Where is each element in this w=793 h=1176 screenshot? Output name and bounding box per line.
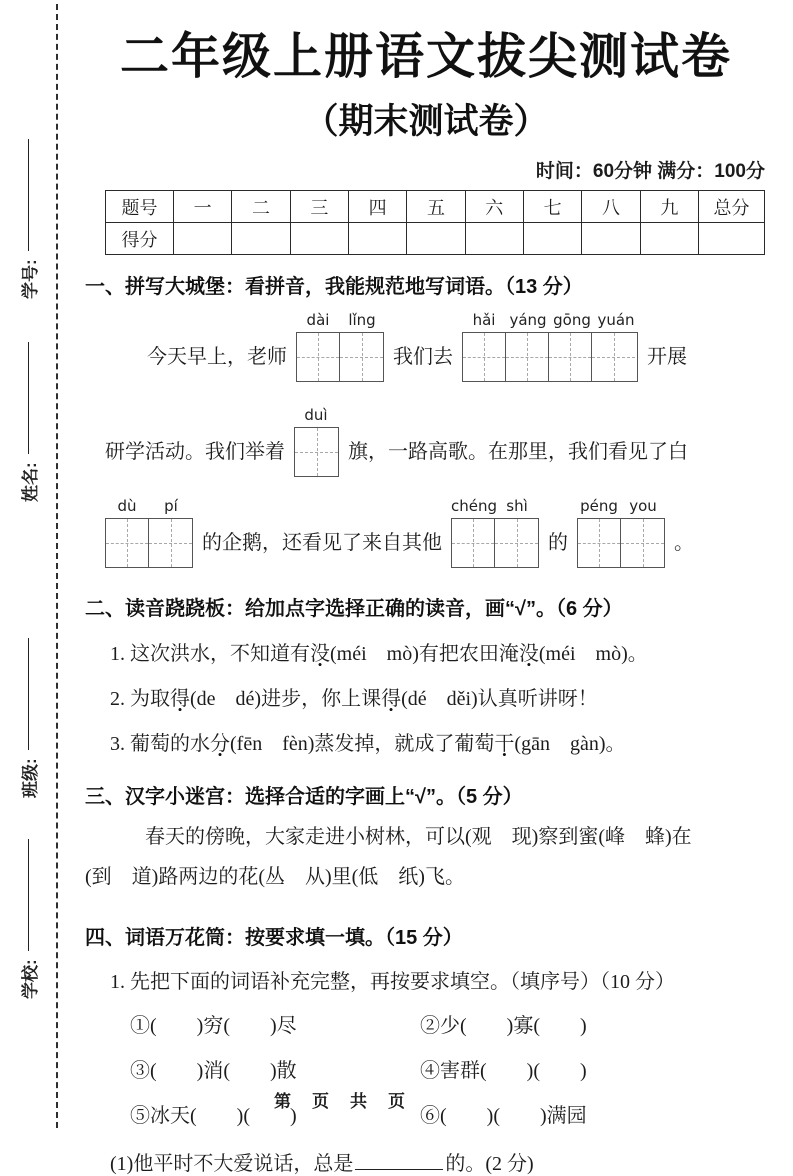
sentence-text: 。 xyxy=(674,532,694,554)
grid-cell xyxy=(149,519,192,567)
section-four-heading: 四、词语万花筒：按要求填一填。（15 分） xyxy=(85,927,463,949)
pinyin-syllable: hǎi xyxy=(472,311,496,329)
grid-cell xyxy=(621,519,664,567)
writing-grid xyxy=(296,332,384,382)
exam-meta: 时间：60分钟 满分：100分 xyxy=(535,161,765,182)
section-two-heading: 二、读音跷跷板：给加点字选择正确的读音，画“√”。（6 分） xyxy=(85,598,623,620)
score-table-col-9: 九 xyxy=(640,191,698,223)
pinyin-syllable: shì xyxy=(506,497,528,515)
passage-line: (到 道)路两边的花(丛 从)里(低 纸)飞。 xyxy=(85,866,465,888)
dotted-character: 得 xyxy=(170,688,190,710)
idiom-item-4: ④害群( )( ) xyxy=(420,1060,587,1082)
section-three-heading: 三、汉字小迷宫：选择合适的字画上“√”。（5 分） xyxy=(85,786,523,808)
pinyin-syllable: dù xyxy=(117,497,137,515)
margin-field-student-name xyxy=(15,322,41,502)
grid-cell xyxy=(295,428,338,476)
answer-blank-line xyxy=(355,1150,443,1170)
grid-cell xyxy=(592,333,635,381)
writing-grid xyxy=(294,427,339,477)
item-text: (méi mò)。 xyxy=(538,643,648,665)
pinyin-syllable: you xyxy=(629,497,657,515)
score-table-col-5: 五 xyxy=(407,191,465,223)
margin-field-label: 学校: xyxy=(20,959,40,999)
pinyin-syllable: duì xyxy=(304,406,328,424)
item-text: 3. 葡萄的水 xyxy=(110,733,210,755)
sentence-text: 的 xyxy=(548,532,568,554)
write-line xyxy=(28,342,29,454)
item-text: 2. 为取 xyxy=(110,688,170,710)
idiom-item-3: ③( )消( )散 xyxy=(130,1060,297,1082)
write-line xyxy=(28,638,29,750)
dotted-character: 没 xyxy=(310,643,330,665)
passage-line: 春天的傍晚，大家走进小树林，可以(观 现)察到蜜(峰 蜂)在 xyxy=(145,826,692,848)
margin-field-student-id xyxy=(15,119,41,299)
item-text: 1. 这次洪水，不知道有 xyxy=(110,643,310,665)
item-text: (dé děi)认真听讲呀！ xyxy=(401,688,598,710)
pinyin-syllable: péng xyxy=(580,497,618,515)
write-line xyxy=(28,139,29,251)
writing-grid xyxy=(462,332,638,382)
score-table-header-label: 题号 xyxy=(106,191,174,223)
idiom-item-1: ①( )穷( )尽 xyxy=(130,1015,297,1037)
item-text: (méi mò)有把农田淹 xyxy=(330,643,519,665)
idiom-item-2: ②少( )寡( ) xyxy=(420,1015,587,1037)
dotted-character: 分 xyxy=(210,733,230,755)
pinyin-syllable: chéng xyxy=(451,497,498,515)
grid-cell xyxy=(297,333,340,381)
score-table-col-6: 六 xyxy=(465,191,523,223)
section-four-sub-heading: 1. 先把下面的词语补充完整，再按要求填空。（填序号）（10 分） xyxy=(110,971,675,993)
item-text: (fēn fèn)蒸发掉，就成了葡萄 xyxy=(230,733,495,755)
exam-title: 二年级上册语文拔尖测试卷 xyxy=(119,30,732,84)
idiom-item-5: ⑤冰天( )( ) xyxy=(130,1105,297,1127)
writing-grid xyxy=(577,518,665,568)
pinyin-syllable: yuán xyxy=(597,311,635,329)
pinyin-syllable: yáng xyxy=(509,311,547,329)
sentence-text: 研学活动。我们举着 xyxy=(105,441,285,463)
grid-cell xyxy=(340,333,383,381)
idiom-item-6: ⑥( )( )满园 xyxy=(420,1105,587,1127)
grid-cell xyxy=(506,333,549,381)
score-table-col-4: 四 xyxy=(348,191,406,223)
item-text: (de dé)进步，你上课 xyxy=(190,688,382,710)
grid-cell xyxy=(106,519,149,567)
pinyin-syllable: dài xyxy=(306,311,330,329)
grid-cell xyxy=(463,333,506,381)
pinyin-syllable: lǐng xyxy=(348,311,376,329)
score-row-label: 得分 xyxy=(106,223,174,255)
score-table-col-8: 八 xyxy=(582,191,640,223)
grid-cell xyxy=(549,333,592,381)
fill-blank-before: (1)他平时不大爱说话，总是 xyxy=(110,1153,354,1175)
fill-blank-after: 的。(2 分) xyxy=(445,1153,534,1175)
writing-grid xyxy=(451,518,539,568)
fill-blank-question xyxy=(110,1147,767,1176)
section-one-heading: 一、拼写大城堡：看拼音，我能规范地写词语。（13 分） xyxy=(85,276,583,298)
margin-field-label: 姓名: xyxy=(20,462,40,502)
sentence-text: 我们去 xyxy=(393,346,453,368)
grid-cell xyxy=(495,519,538,567)
margin-field-label: 班级: xyxy=(20,758,40,798)
pinyin-syllable: gōng xyxy=(553,311,591,329)
write-line xyxy=(28,839,29,951)
writing-grid xyxy=(105,518,193,568)
score-table-col-7: 七 xyxy=(523,191,581,223)
score-table-col-1: 一 xyxy=(174,191,232,223)
grid-cell xyxy=(452,519,495,567)
score-table-col-2: 二 xyxy=(232,191,290,223)
dotted-character: 没 xyxy=(518,643,539,665)
sentence-text: 的企鹅，还看见了来自其他 xyxy=(202,532,442,554)
score-table-col-3: 三 xyxy=(290,191,348,223)
page-footer: 第 页 共 页 xyxy=(274,1092,407,1111)
dotted-character: 得 xyxy=(381,688,402,710)
score-table-col-10: 总分 xyxy=(699,191,765,223)
margin-field-school xyxy=(15,819,41,999)
sentence-text: 今天早上，老师 xyxy=(147,346,287,368)
sentence-text: 开展 xyxy=(647,346,687,368)
margin-field-class xyxy=(15,618,41,798)
dotted-character: 干 xyxy=(494,733,515,755)
sentence-text: 旗，一路高歌。在那里，我们看见了白 xyxy=(348,441,688,463)
margin-field-label: 学号: xyxy=(20,259,40,299)
pinyin-syllable: pí xyxy=(164,497,178,515)
grid-cell xyxy=(578,519,621,567)
item-text: (gān gàn)。 xyxy=(514,733,626,755)
exam-subtitle: （期末测试卷） xyxy=(303,102,549,141)
